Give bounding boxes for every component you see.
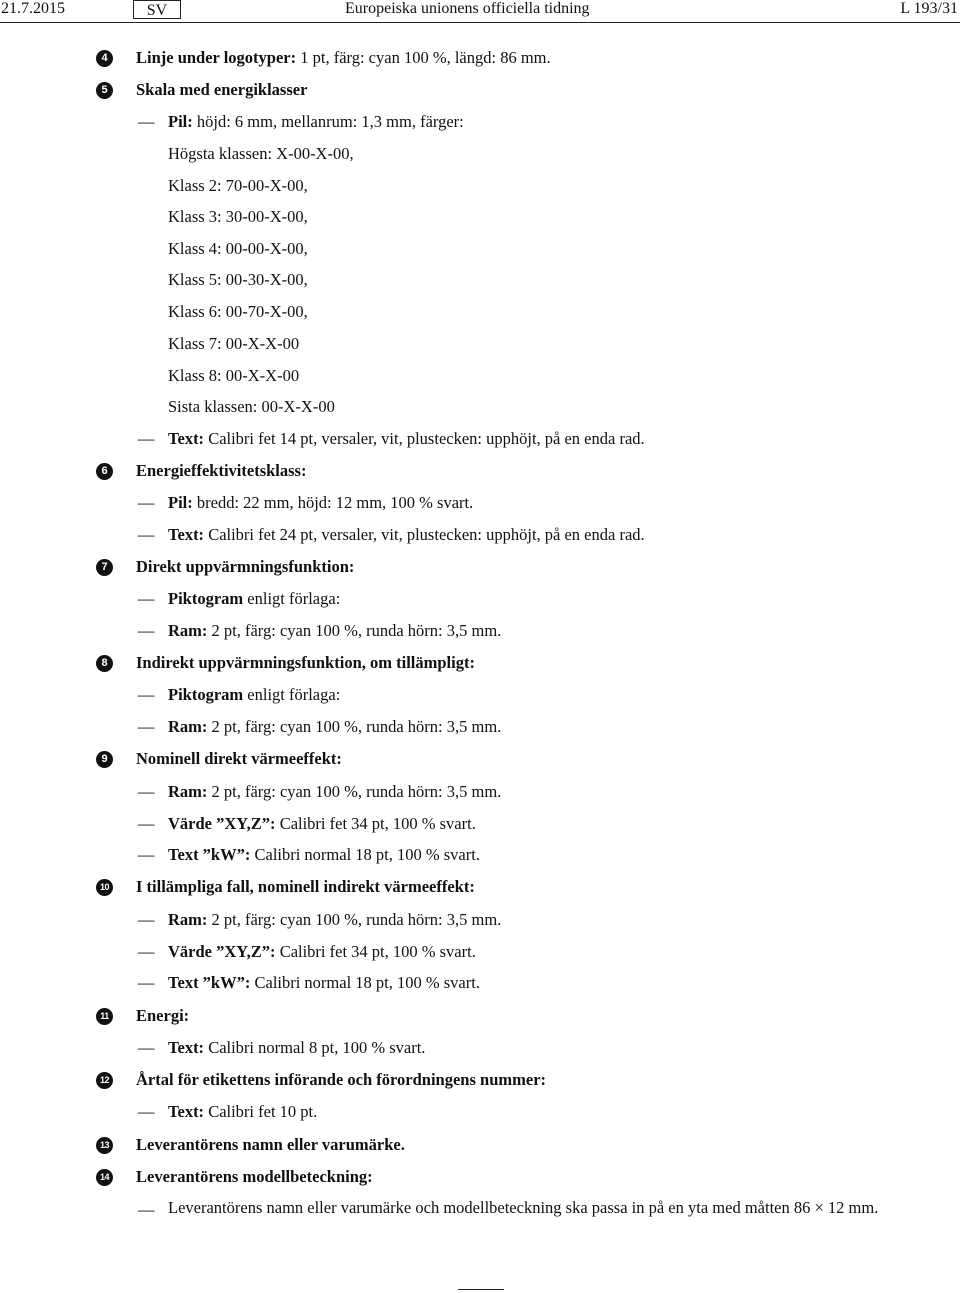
pil-text: höjd: 6 mm, mellanrum: 1,3 mm, färger: xyxy=(192,112,464,131)
item-6-heading xyxy=(0,459,960,483)
item-number-badge: 10 xyxy=(96,879,113,896)
item-number-badge: 7 xyxy=(96,559,113,576)
item-7-ram: — Ram: 2 pt, färg: cyan 100 %, runda hörn: 3,5 mm. xyxy=(0,619,960,643)
class-color-line: Klass 2: 70-00-X-00, xyxy=(168,176,308,195)
item-9-kw: — Text ”kW”: Calibri normal 18 pt, 100 % svart. xyxy=(0,843,960,867)
item-7-title: Direkt uppvärmningsfunktion: xyxy=(136,557,355,576)
item-14-body: Leverantörens namn eller varumärke och modellbeteckning ska passa in på en yta med måtten 86 × 12 mm. xyxy=(168,1198,879,1217)
item-9-title: Nominell direkt värmeeffekt: xyxy=(136,749,342,768)
header-language-box: SV xyxy=(133,0,181,19)
class-color-line: Klass 4: 00-00-X-00, xyxy=(168,239,308,258)
item-10-varde: — Värde ”XY,Z”: Calibri fet 34 pt, 100 % svart. xyxy=(0,940,960,964)
class-color-line: Klass 3: 30-00-X-00, xyxy=(168,207,308,226)
pil-label: Pil: xyxy=(168,112,193,131)
item-8-title: Indirekt uppvärmningsfunktion, om tillämpligt: xyxy=(136,653,475,672)
item-9-varde: — Värde ”XY,Z”: Calibri fet 34 pt, 100 % svart. xyxy=(0,812,960,836)
item-8-ram: — Ram: 2 pt, färg: cyan 100 %, runda hörn: 3,5 mm. xyxy=(0,715,960,739)
item-6-text: — Text: Calibri fet 24 pt, versaler, vit, plustecken: upphöjt, på en enda rad. xyxy=(0,523,960,547)
item-10-kw: — Text ”kW”: Calibri normal 18 pt, 100 % svart. xyxy=(0,971,960,995)
dash-bullet: — xyxy=(138,525,155,544)
dash-bullet: — xyxy=(138,1102,155,1121)
item-8-heading xyxy=(0,651,960,675)
item-number-badge: 14 xyxy=(96,1169,113,1186)
dash-bullet: — xyxy=(138,1200,155,1219)
item-4 xyxy=(0,46,960,70)
dash-bullet: — xyxy=(138,973,155,992)
item-10-title: I tillämpliga fall, nominell indirekt värmeeffekt: xyxy=(136,877,475,896)
item-14-title: Leverantörens modellbeteckning: xyxy=(136,1167,373,1186)
dash-bullet: — xyxy=(138,814,155,833)
dash-bullet: — xyxy=(138,685,155,704)
item-9-ram: — Ram: 2 pt, färg: cyan 100 %, runda hörn: 3,5 mm. xyxy=(0,780,960,804)
item-7-piktogram: — Piktogram enligt förlaga: xyxy=(0,587,960,611)
item-12-heading xyxy=(0,1068,960,1092)
item-number-badge: 5 xyxy=(96,82,113,99)
item-9-heading xyxy=(0,747,960,771)
item-10-heading xyxy=(0,875,960,899)
item-5-pil xyxy=(0,110,960,134)
dash-bullet: — xyxy=(138,621,155,640)
dash-bullet: — xyxy=(138,782,155,801)
item-5-text: — Text: Calibri fet 14 pt, versaler, vit, plustecken: upphöjt, på en enda rad. xyxy=(0,427,960,451)
item-number-badge: 6 xyxy=(96,463,113,480)
item-4-text xyxy=(136,46,551,70)
item-11-text: — Text: Calibri normal 8 pt, 100 % svart. xyxy=(0,1036,960,1060)
item-4-label: Linje under logotyper: xyxy=(136,48,297,67)
item-13-heading xyxy=(0,1133,960,1157)
item-14-text xyxy=(0,1198,960,1242)
item-5-title: Skala med energiklasser xyxy=(136,80,308,99)
dash-bullet: — xyxy=(138,910,155,929)
item-14-heading xyxy=(0,1165,960,1189)
item-number-badge: 13 xyxy=(96,1137,113,1154)
dash-bullet: — xyxy=(138,845,155,864)
item-number-badge: 8 xyxy=(96,655,113,672)
item-number-badge: 12 xyxy=(96,1072,113,1089)
item-13-title: Leverantörens namn eller varumärke. xyxy=(136,1135,405,1154)
dash-bullet: — xyxy=(138,1038,155,1057)
class-color-line: Klass 5: 00-30-X-00, xyxy=(168,270,308,289)
class-color-line: Klass 7: 00-X-X-00 xyxy=(168,334,300,353)
class-color-line: Högsta klassen: X-00-X-00, xyxy=(168,144,354,163)
item-number-badge: 11 xyxy=(96,1008,113,1025)
footer-rule xyxy=(458,1289,504,1290)
item-6-title: Energieffektivitetsklass: xyxy=(136,461,307,480)
class-color-line: Klass 6: 00-70-X-00, xyxy=(168,302,308,321)
item-11-title: Energi: xyxy=(136,1006,190,1025)
dash-bullet: — xyxy=(138,589,155,608)
item-5-heading xyxy=(0,78,960,102)
dash-bullet: — xyxy=(138,717,155,736)
item-10-ram: — Ram: 2 pt, färg: cyan 100 %, runda hörn: 3,5 mm. xyxy=(0,908,960,932)
header-journal-title: Europeiska unionens officiella tidning xyxy=(345,0,590,17)
item-12-title: Årtal för etikettens införande och förordningens nummer: xyxy=(136,1070,547,1089)
item-7-heading xyxy=(0,555,960,579)
page-header xyxy=(0,0,960,23)
item-6-pil: — Pil: bredd: 22 mm, höjd: 12 mm, 100 % svart. xyxy=(0,491,960,515)
item-8-piktogram: — Piktogram enligt förlaga: xyxy=(0,683,960,707)
item-number-badge: 9 xyxy=(96,751,113,768)
item-4-value: 1 pt, färg: cyan 100 %, längd: 86 mm. xyxy=(296,48,551,67)
header-page-reference: L 193/31 xyxy=(900,0,958,17)
dash-bullet: — xyxy=(138,429,155,448)
class-color-line: Klass 8: 00-X-X-00 xyxy=(168,366,300,385)
dash-bullet: — xyxy=(138,942,155,961)
class-color-line: Sista klassen: 00-X-X-00 xyxy=(168,397,335,416)
dash-bullet: — xyxy=(138,112,155,131)
item-11-heading xyxy=(0,1004,960,1028)
header-date: 21.7.2015 xyxy=(1,0,65,17)
item-number-badge: 4 xyxy=(96,50,113,67)
dash-bullet: — xyxy=(138,493,155,512)
item-12-text: — Text: Calibri fet 10 pt. xyxy=(0,1100,960,1124)
